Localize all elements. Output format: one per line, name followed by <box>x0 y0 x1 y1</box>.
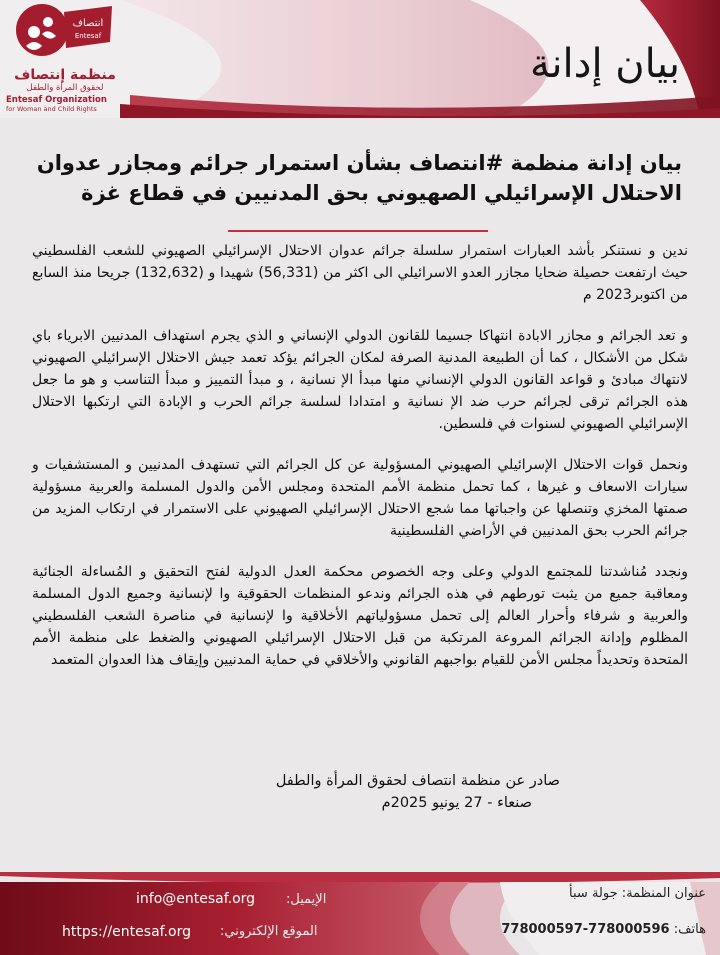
website-label: الموقع الإلكتروني: <box>220 924 318 939</box>
paragraph: ونحمل قوات الاحتلال الإسرائيلي الصهيوني المسؤولية عن كل الجرائم التي تستهدف المدنيين و المستشفيات و سيارات الاسعاف و غيرها ، كما تحمل منظمة الأمم المتحدة ومجلس الأمن والدول المسلمة والعربية مسؤولية صمتها المخزي وتنصلها عن واجباتها مما شجع الاحتلال الإسرائيلي الصهيوني على الاستمرار في ارتكاب المزيد من جرائم الحرب بحق المدنيين في الأراضي الفلسطينية <box>32 457 688 539</box>
phone-value[interactable]: 778000597-778000596 <box>501 922 670 937</box>
headline-divider <box>228 230 488 232</box>
paragraph: ندين و نستنكر بأشد العبارات استمرار سلسلة جرائم عدوان الاحتلال الإسرائيلي الصهيوني للشعب الفلسطيني حيث ارتفعت حصيلة ضحايا مجازر العدو الاسرائيلي الى اكثر من (56,331) شهيدا و (132,632) جريحا منذ السابع من اكتوبر2023 م <box>32 243 688 303</box>
headline-line-1: بيان إدانة منظمة #انتصاف بشأن استمرار جرائم ومجازر عدوان <box>36 151 682 175</box>
paragraph: ونجدد مُناشدتنا للمجتمع الدولي وعلى وجه الخصوص محكمة العدل الدولية لفتح التحقيق و المُساءلة الجنائية ومعاقبة جميع من يثبت تورطهم في هذه الجرائم وندعو المنظمات الحقوقية وا لإنسانية وجميع الدول المسلمة والعربية و شرفاء وأحرار العالم إلى تحمل مسؤولياتهم الأخلاقية وا لإنسانية في مناصرة الشعب الفلسطيني المظلوم وإدانة الجرائم المروعة المرتكبة من قبل الاحتلال الإسرائيلي الصهيوني والضغط على منظمة الأمم المتحدة وتحديداً مجلس الأمن للقيام بواجبهم القانوني والأخلاقي في حماية المدنيين وإيقاف هذا العدوان المتعمد <box>32 564 688 668</box>
statement-body <box>32 240 688 690</box>
website-link[interactable]: https://entesaf.org <box>62 924 191 940</box>
address-label: عنوان المنظمة: <box>621 886 706 901</box>
logo-sub-en: for Woman and Child Rights <box>6 105 97 113</box>
header <box>0 0 720 118</box>
logo-sub-ar: لحقوق المرأة والطفل <box>26 83 104 93</box>
signature-place-date: صنعاء - 27 يونيو 2025م <box>381 795 532 811</box>
signature-block <box>240 770 560 814</box>
footer <box>0 872 720 955</box>
headline-line-2: الاحتلال الإسرائيلي الصهيوني بحق المدنيين في قطاع غزة <box>81 181 682 205</box>
phone-label: هاتف: <box>673 922 706 937</box>
logo-badge-text: انتصاف <box>72 18 104 29</box>
footer-banner-graphic <box>0 872 720 955</box>
page-title-text: بيان إدانة <box>529 41 681 87</box>
phone-row <box>501 922 706 937</box>
logo-name-ar: منظمة إنتصاف <box>14 67 116 83</box>
logo-badge-sub: Entesaf <box>74 32 102 40</box>
address-row <box>569 886 706 901</box>
email-label: الإيميل: <box>286 892 327 907</box>
logo-name-en: Entesaf Organization <box>6 95 107 105</box>
page-title <box>505 30 705 98</box>
address-value: جولة سبأ <box>569 886 618 901</box>
signature-issuer: صادر عن منظمة انتصاف لحقوق المرأة والطفل <box>275 773 560 789</box>
statement-headline <box>36 148 688 208</box>
email-link[interactable]: info@entesaf.org <box>136 891 256 907</box>
paragraph: و تعد الجرائم و مجازر الابادة انتهاكا جسيما للقانون الدولي الإنساني و الذي يجرم استهداف المدنيين الابرياء باي شكل من الأشكال ، كما أن الطبيعة المدنية الصرفة لمكان الجرائم يؤكد تعمد جيش الاحتلال الإسرائيلي الصهيوني لانتهاك مبادئ و قواعد القانون الدولي الإنساني منها مبدأ الإ نسانية ، و مبدأ التمييز و مبدأ التناسب و هو ما جعل هذه الجرائم ترقى لجرائم حرب ضد الإ نسانية و امتدادا لسلسة جرائم الحرب و الإبادة التي ارتكبها الاحتلال الإسرائيلي الصهيوني لسنوات في فلسطين. <box>32 328 688 432</box>
